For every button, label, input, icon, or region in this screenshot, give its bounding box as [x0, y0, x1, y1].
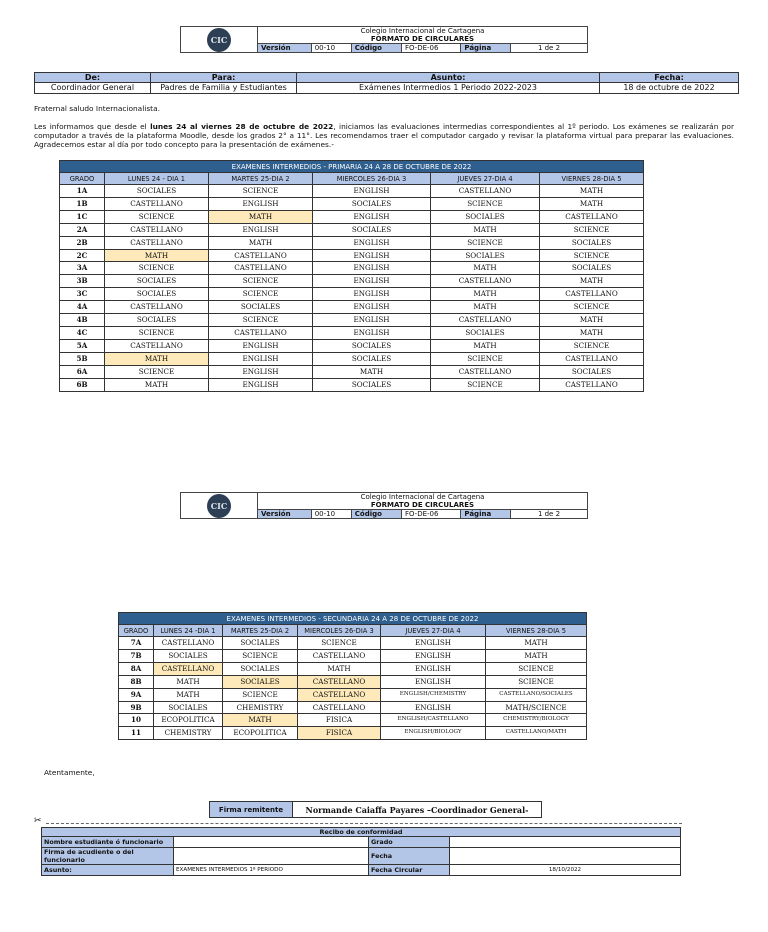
circular-date-label: Fecha Circular: [369, 865, 450, 876]
subject-cell: SOCIALES: [223, 675, 298, 688]
grade-cell: 6B: [60, 378, 105, 391]
subject-cell: SCIENCE: [540, 339, 644, 352]
column-header: MARTES 25-DIA 2: [209, 173, 313, 185]
subject-cell: SCIENCE: [540, 301, 644, 314]
table-row: [60, 262, 644, 275]
version-value: 00-10: [311, 510, 351, 519]
column-header: MIERCOLES 26-DIA 3: [313, 173, 431, 185]
subject-cell: ENGLISH/CHEMISTRY: [381, 688, 486, 701]
code-value: FO-DE-06: [401, 510, 460, 519]
subject-cell: SOCIALES: [105, 288, 209, 301]
table-row: [119, 701, 587, 714]
subject-cell: CASTELLANO: [431, 314, 540, 327]
to-value: Padres de Familia y Estudiantes: [151, 83, 297, 94]
subject-cell: FISICA: [298, 727, 381, 740]
subject-cell: CASTELLANO/MATH: [486, 727, 587, 740]
intro-text-end: , iniciamos las evaluaciones intermedias correspondientes al 1º periodo. Los exámenes se realizarán por computador a través de la plataforma Moodle, desde los grados 2° a 11°. Les recomendamos traer el computador cargado y revisar la plataforma virtual para preparar las evaluaciones. Agradecemos estar al día por todo concepto para la presentación de exámenes.-: [34, 122, 734, 149]
distribution-table: [34, 72, 739, 94]
subject-cell: CASTELLANO: [540, 288, 644, 301]
table-row: [60, 223, 644, 236]
subject-cell: CASTELLANO: [540, 378, 644, 391]
circular-date-value: 18/10/2022: [450, 865, 681, 876]
code-label: Código: [351, 510, 401, 519]
subject-cell: ENGLISH: [209, 197, 313, 210]
subject-cell: SCIENCE: [486, 662, 587, 675]
intro-text-start: Les informamos que desde el: [34, 122, 151, 131]
grade-cell: 1A: [60, 185, 105, 198]
code-label: Código: [351, 44, 401, 53]
logo-cell: [181, 493, 258, 519]
table-row: [119, 688, 587, 701]
subject-cell: MATH: [486, 637, 587, 650]
subject-cell: ENGLISH: [209, 352, 313, 365]
subject-cell: ENGLISH: [313, 314, 431, 327]
subject-cell: CASTELLANO: [431, 275, 540, 288]
primaria-schedule-table: [59, 160, 644, 392]
subject-cell: CASTELLANO: [105, 339, 209, 352]
grade-cell: 7B: [119, 649, 154, 662]
subject-cell: ENGLISH/BIOLOGY: [381, 727, 486, 740]
table-row: [60, 326, 644, 339]
grade-cell: 9A: [119, 688, 154, 701]
subject-cell: CHEMISTRY/BIOLOGY: [486, 714, 587, 727]
subject-cell: CHEMISTRY: [223, 701, 298, 714]
subject-cell: MATH: [431, 301, 540, 314]
grade-cell: 1C: [60, 210, 105, 223]
subject-cell: SOCIALES: [313, 352, 431, 365]
header-block: [180, 26, 588, 53]
column-header: JUEVES 27-DIA 4: [431, 173, 540, 185]
subject-cell: CASTELLANO: [209, 326, 313, 339]
table-row: [60, 352, 644, 365]
scissors-icon: ✂: [34, 816, 42, 826]
subject-cell: CASTELLANO: [105, 236, 209, 249]
subject-cell: MATH: [540, 326, 644, 339]
table-row: [119, 714, 587, 727]
subject-cell: CASTELLANO: [431, 185, 540, 198]
subject-cell: CASTELLANO: [431, 365, 540, 378]
subject-cell: SOCIALES: [223, 637, 298, 650]
table-row: [60, 365, 644, 378]
grade-cell: 3B: [60, 275, 105, 288]
subject-cell: ENGLISH: [209, 365, 313, 378]
subject-cell: MATH: [540, 314, 644, 327]
subject-cell: MATH: [540, 197, 644, 210]
table-row: [119, 727, 587, 740]
receipt-subject-value: EXAMENES INTERMEDIOS 1º PERIODO: [174, 865, 369, 876]
grade-cell: 2B: [60, 236, 105, 249]
table-row: [60, 197, 644, 210]
subject-cell: MATH: [431, 262, 540, 275]
subject-cell: MATH: [154, 688, 223, 701]
subject-cell: SOCIALES: [313, 223, 431, 236]
receipt-title: Recibo de conformidad: [42, 828, 681, 837]
subject-cell: ENGLISH: [313, 236, 431, 249]
subject-cell: CASTELLANO: [105, 301, 209, 314]
school-name: Colegio Internacional de Cartagena: [258, 493, 588, 502]
subject-cell: SCIENCE: [223, 688, 298, 701]
subject-cell: SCIENCE: [540, 249, 644, 262]
school-name: Colegio Internacional de Cartagena: [258, 27, 588, 36]
format-title: FORMATO DE CIRCULARES: [258, 35, 588, 44]
table-row: [60, 378, 644, 391]
subject-cell: ENGLISH: [381, 662, 486, 675]
receipt-table: [41, 827, 681, 876]
grade-cell: 4B: [60, 314, 105, 327]
primaria-title: EXAMENES INTERMEDIOS - PRIMARIA 24 A 28 DE OCTUBRE DE 2022: [60, 161, 644, 173]
subject-cell: MATH: [209, 236, 313, 249]
subject-cell: CASTELLANO: [298, 649, 381, 662]
subject-header: Asunto:: [297, 73, 600, 83]
grade-cell: 5B: [60, 352, 105, 365]
subject-cell: ENGLISH: [313, 210, 431, 223]
table-row: [60, 185, 644, 198]
subject-cell: ENGLISH: [313, 275, 431, 288]
table-row: [60, 301, 644, 314]
student-name-field[interactable]: [174, 837, 369, 848]
date-header: Fecha:: [600, 73, 739, 83]
format-title: FORMATO DE CIRCULARES: [258, 501, 588, 510]
subject-cell: SCIENCE: [298, 637, 381, 650]
subject-cell: CASTELLANO: [105, 197, 209, 210]
grade-cell: 4A: [60, 301, 105, 314]
closing-text: Atentamente,: [44, 768, 95, 777]
grade-label: Grado: [369, 837, 450, 848]
subject-cell: SOCIALES: [313, 378, 431, 391]
grade-cell: 8A: [119, 662, 154, 675]
subject-cell: SCIENCE: [209, 275, 313, 288]
primaria-header-row: [60, 173, 644, 185]
subject-cell: MATH: [431, 223, 540, 236]
subject-cell: CASTELLANO: [105, 223, 209, 236]
subject-cell: ENGLISH: [313, 326, 431, 339]
subject-cell: SOCIALES: [540, 262, 644, 275]
subject-cell: ENGLISH: [381, 649, 486, 662]
subject-cell: MATH: [223, 714, 298, 727]
grade-cell: 8B: [119, 675, 154, 688]
table-row: [60, 288, 644, 301]
subject-cell: MATH: [105, 352, 209, 365]
version-label: Versión: [258, 44, 312, 53]
grade-field[interactable]: [450, 837, 681, 848]
subject-cell: MATH: [540, 275, 644, 288]
from-value: Coordinador General: [35, 83, 151, 94]
subject-cell: SCIENCE: [431, 197, 540, 210]
subject-cell: SCIENCE: [209, 185, 313, 198]
subject-cell: SOCIALES: [105, 185, 209, 198]
column-header: MARTES 25-DIA 2: [223, 625, 298, 637]
table-row: [60, 275, 644, 288]
subject-cell: SCIENCE: [105, 326, 209, 339]
subject-cell: ENGLISH: [313, 262, 431, 275]
table-row: [119, 662, 587, 675]
subject-value: Exámenes Intermedios 1 Periodo 2022-2023: [297, 83, 600, 94]
subject-cell: SOCIALES: [105, 314, 209, 327]
table-row: [119, 637, 587, 650]
column-header: VIERNES 28-DIA 5: [486, 625, 587, 637]
subject-cell: SOCIALES: [105, 275, 209, 288]
column-header: GRADO: [60, 173, 105, 185]
column-header: LUNES 24 - DIA 1: [105, 173, 209, 185]
column-header: VIERNES 28-DIA 5: [540, 173, 644, 185]
secundaria-title: EXAMENES INTERMEDIOS - SECUNDARIA 24 A 28 DE OCTUBRE DE 2022: [119, 613, 587, 625]
subject-cell: SOCIALES: [431, 210, 540, 223]
page-value: 1 de 2: [511, 510, 588, 519]
date-field[interactable]: [450, 848, 681, 865]
date-label: Fecha: [369, 848, 450, 865]
version-label: Versión: [258, 510, 312, 519]
from-header: De:: [35, 73, 151, 83]
subject-cell: MATH: [105, 249, 209, 262]
subject-cell: SOCIALES: [431, 249, 540, 262]
subject-cell: MATH: [298, 662, 381, 675]
page-label: Página: [461, 510, 511, 519]
subject-cell: SCIENCE: [431, 378, 540, 391]
subject-cell: SOCIALES: [313, 197, 431, 210]
subject-cell: ENGLISH: [381, 637, 486, 650]
column-header: MIERCOLES 26-DIA 3: [298, 625, 381, 637]
subject-cell: CASTELLANO: [298, 688, 381, 701]
subject-cell: SOCIALES: [431, 326, 540, 339]
subject-cell: ENGLISH: [209, 378, 313, 391]
subject-cell: SOCIALES: [540, 236, 644, 249]
subject-cell: SOCIALES: [154, 649, 223, 662]
grade-cell: 5A: [60, 339, 105, 352]
code-value: FO-DE-06: [401, 44, 460, 53]
subject-cell: FISICA: [298, 714, 381, 727]
subject-cell: SCIENCE: [105, 365, 209, 378]
to-header: Para:: [151, 73, 297, 83]
intro-paragraph: [34, 122, 734, 149]
school-crest-icon: CIC: [207, 28, 231, 52]
subject-cell: CASTELLANO: [154, 662, 223, 675]
subject-cell: CASTELLANO: [298, 675, 381, 688]
subject-cell: SCIENCE: [209, 288, 313, 301]
subject-cell: SCIENCE: [223, 649, 298, 662]
subject-cell: CASTELLANO: [298, 701, 381, 714]
subject-cell: ENGLISH/CASTELLANO: [381, 714, 486, 727]
table-row: [119, 675, 587, 688]
page-value: 1 de 2: [511, 44, 588, 53]
subject-cell: MATH: [154, 675, 223, 688]
secundaria-header-row: [119, 625, 587, 637]
column-header: JUEVES 27-DIA 4: [381, 625, 486, 637]
receipt-subject-label: Asunto:: [42, 865, 174, 876]
table-row: [119, 649, 587, 662]
subject-cell: SCIENCE: [431, 352, 540, 365]
version-value: 00-10: [311, 44, 351, 53]
column-header: LUNES 24 -DIA 1: [154, 625, 223, 637]
subject-cell: SCIENCE: [540, 223, 644, 236]
subject-cell: ENGLISH: [313, 249, 431, 262]
table-row: [60, 339, 644, 352]
page-label: Página: [461, 44, 511, 53]
subject-cell: MATH: [313, 365, 431, 378]
subject-cell: CASTELLANO: [540, 352, 644, 365]
secundaria-schedule-table: [118, 612, 587, 740]
grade-cell: 6A: [60, 365, 105, 378]
subject-cell: CHEMISTRY: [154, 727, 223, 740]
subject-cell: SCIENCE: [105, 262, 209, 275]
subject-cell: MATH: [105, 378, 209, 391]
subject-cell: SCIENCE: [431, 236, 540, 249]
grade-cell: 3C: [60, 288, 105, 301]
subject-cell: SCIENCE: [209, 314, 313, 327]
subject-cell: MATH/SCIENCE: [486, 701, 587, 714]
grade-cell: 2A: [60, 223, 105, 236]
grade-cell: 2C: [60, 249, 105, 262]
grade-cell: 11: [119, 727, 154, 740]
subject-cell: MATH: [540, 185, 644, 198]
subject-cell: ECOPOLITICA: [223, 727, 298, 740]
signature-label: Firma remitente: [210, 802, 293, 818]
subject-cell: CASTELLANO: [209, 262, 313, 275]
subject-cell: SCIENCE: [105, 210, 209, 223]
subject-cell: CASTELLANO: [540, 210, 644, 223]
header-block-page-2: [180, 492, 588, 519]
table-row: [60, 314, 644, 327]
subject-cell: ENGLISH: [209, 223, 313, 236]
logo-cell: [181, 27, 258, 53]
column-header: GRADO: [119, 625, 154, 637]
subject-cell: ENGLISH: [209, 339, 313, 352]
grade-cell: 4C: [60, 326, 105, 339]
school-crest-icon: CIC: [207, 494, 231, 518]
subject-cell: ENGLISH: [381, 675, 486, 688]
signature-value: Normande Caiaffa Payares –Coordinador General-: [293, 802, 542, 818]
greeting: Fraternal saludo Internacionalista.: [34, 104, 160, 113]
table-row: [60, 236, 644, 249]
subject-cell: SOCIALES: [154, 701, 223, 714]
subject-cell: ENGLISH: [313, 288, 431, 301]
grade-cell: 3A: [60, 262, 105, 275]
subject-cell: MATH: [209, 210, 313, 223]
grade-cell: 10: [119, 714, 154, 727]
intro-dates: lunes 24 al viernes 28 de octubre de 2022: [150, 122, 334, 131]
student-name-label: Nombre estudiante ó funcionario: [42, 837, 174, 848]
subject-cell: MATH: [431, 288, 540, 301]
subject-cell: SOCIALES: [540, 365, 644, 378]
grade-cell: 9B: [119, 701, 154, 714]
cut-line: [46, 823, 682, 824]
guardian-signature-field[interactable]: [174, 848, 369, 865]
subject-cell: ECOPOLITICA: [154, 714, 223, 727]
subject-cell: ENGLISH: [313, 185, 431, 198]
subject-cell: SOCIALES: [223, 662, 298, 675]
table-row: [60, 249, 644, 262]
subject-cell: SCIENCE: [486, 675, 587, 688]
guardian-signature-label: Firma de acudiente o del funcionario: [42, 848, 174, 865]
signature-table: [209, 801, 542, 818]
subject-cell: CASTELLANO: [209, 249, 313, 262]
subject-cell: MATH: [486, 649, 587, 662]
grade-cell: 1B: [60, 197, 105, 210]
grade-cell: 7A: [119, 637, 154, 650]
table-row: [60, 210, 644, 223]
subject-cell: MATH: [431, 339, 540, 352]
subject-cell: ENGLISH: [381, 701, 486, 714]
subject-cell: SOCIALES: [313, 339, 431, 352]
subject-cell: CASTELLANO/SOCIALES: [486, 688, 587, 701]
subject-cell: SOCIALES: [209, 301, 313, 314]
subject-cell: ENGLISH: [313, 301, 431, 314]
date-value: 18 de octubre de 2022: [600, 83, 739, 94]
subject-cell: CASTELLANO: [154, 637, 223, 650]
